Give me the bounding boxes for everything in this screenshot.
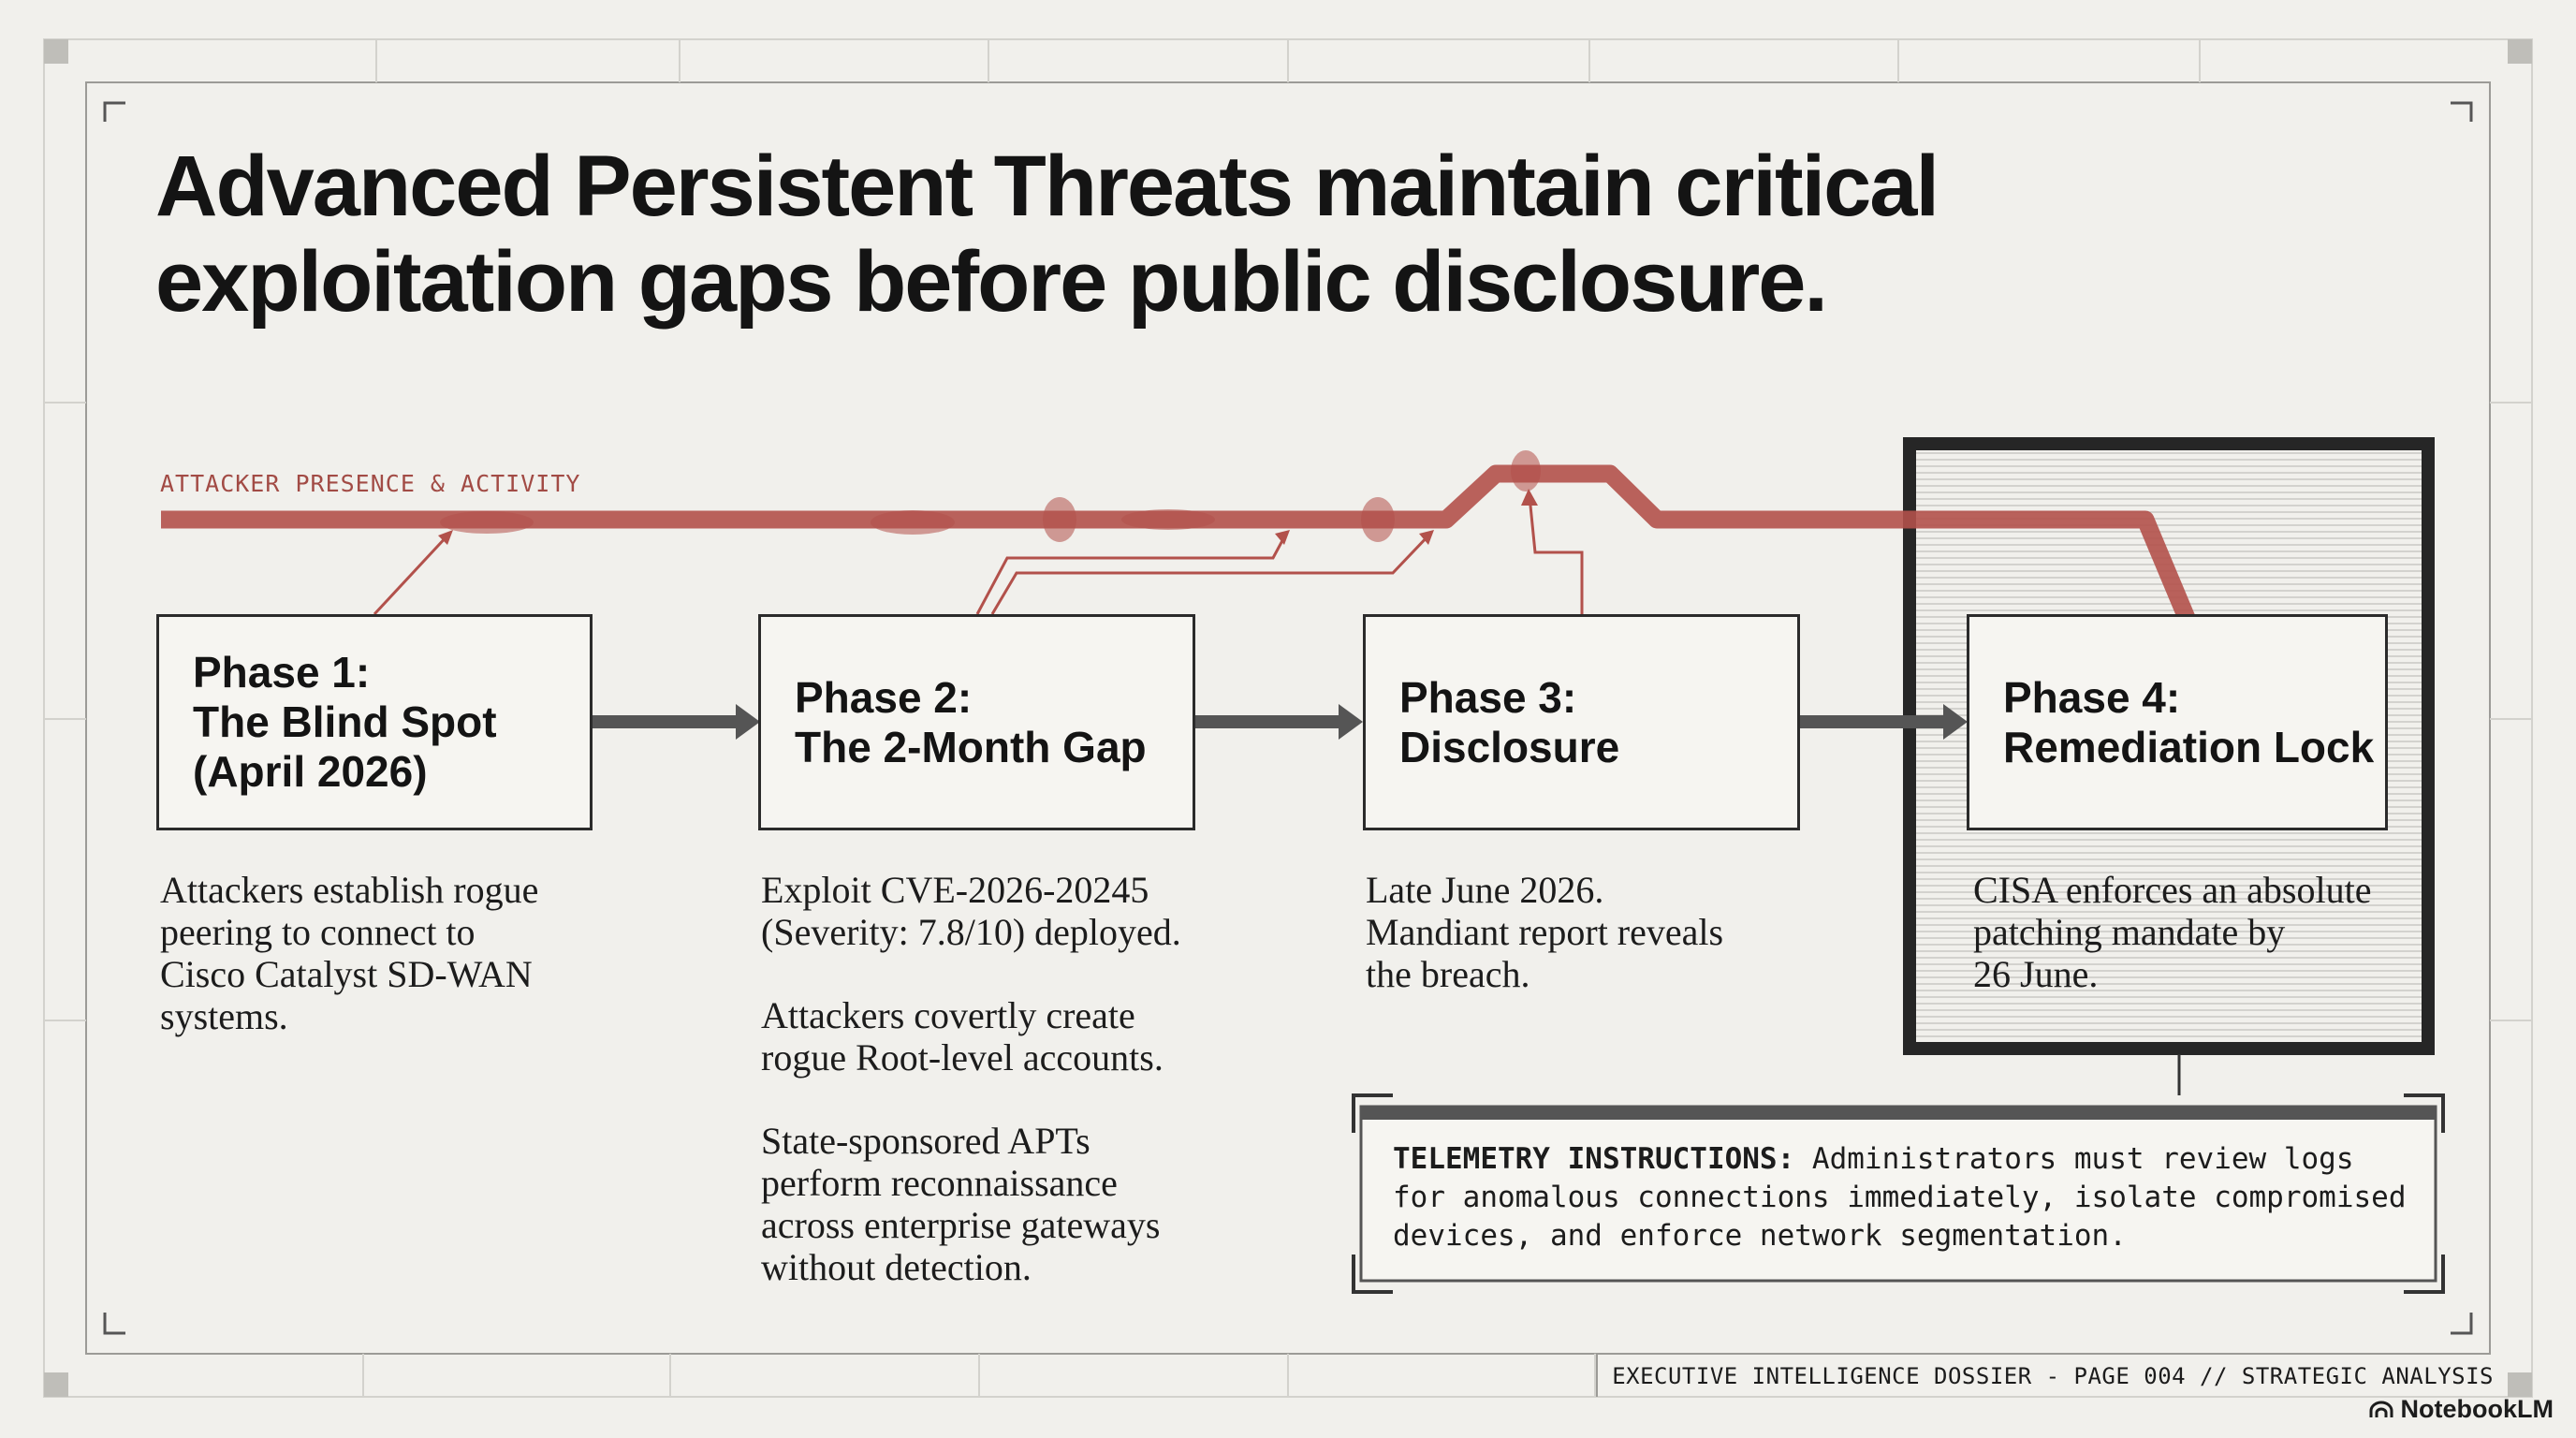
phase-4-description [1973, 869, 2413, 1036]
phase-3-paragraph [1366, 869, 1806, 995]
phase-3-description [1366, 869, 1806, 1036]
desc-line: across enterprise gateways [761, 1204, 1161, 1246]
desc-line: Exploit CVE-2026-20245 [761, 869, 1149, 911]
phase-4-box [1967, 614, 2388, 830]
phase-1-box [156, 614, 593, 830]
desc-line: the breach. [1366, 953, 1530, 995]
desc-line: perform reconnaissance [761, 1162, 1118, 1204]
brand-name: NotebookLM [2400, 1395, 2554, 1423]
phase-2-paragraph-3 [761, 1120, 1248, 1288]
telemetry-line-1: Administrators must review logs [1794, 1142, 2354, 1176]
desc-line: Attackers covertly create [761, 994, 1135, 1036]
phase-1-description [160, 869, 600, 1078]
desc-line: without detection. [761, 1246, 1032, 1288]
phase-4-title [2003, 673, 2374, 772]
telemetry-line-2: for anomalous connections immediately, isolate compromised [1393, 1181, 2407, 1214]
desc-line: CISA enforces an absolute [1973, 869, 2372, 911]
phase-2-paragraph-2 [761, 994, 1248, 1078]
phase-1-title-line: The Blind Spot [193, 697, 497, 746]
telemetry-line-3: devices, and enforce network segmentation. [1393, 1219, 2127, 1253]
desc-line: systems. [160, 995, 288, 1037]
desc-line: 26 June. [1973, 953, 2099, 995]
footer-caption: EXECUTIVE INTELLIGENCE DOSSIER - PAGE 004 // STRATEGIC ANALYSIS [1612, 1363, 2494, 1389]
desc-line: Attackers establish rogue [160, 869, 539, 911]
phase-1-paragraph [160, 869, 600, 1037]
desc-line: Mandiant report reveals [1366, 911, 1724, 953]
title-line-2: exploitation gaps before public disclosure. [155, 234, 1826, 330]
track-label: ATTACKER PRESENCE & ACTIVITY [160, 470, 581, 497]
desc-line: (Severity: 7.8/10) deployed. [761, 911, 1181, 953]
phase-3-box [1363, 614, 1800, 830]
phase-3-title [1399, 673, 1619, 772]
phase-1-title-line: Phase 1: [193, 648, 371, 697]
phase-3-title-line: Phase 3: [1399, 672, 1577, 722]
phase-2-description [761, 869, 1248, 1329]
desc-line: Late June 2026. [1366, 869, 1604, 911]
phase-2-box [758, 614, 1195, 830]
telemetry-instructions [1367, 1114, 2424, 1255]
page-title [155, 139, 2121, 330]
phase-4-title-line: Phase 4: [2003, 672, 2181, 722]
desc-line: patching mandate by [1973, 911, 2286, 953]
desc-line: Cisco Catalyst SD-WAN [160, 953, 533, 995]
phase-3-title-line: Disclosure [1399, 722, 1620, 771]
desc-line: peering to connect to [160, 911, 476, 953]
phase-4-title-line: Remediation Lock [2003, 722, 2375, 771]
notebooklm-logo-icon [2369, 1401, 2393, 1419]
phase-2-title-line: Phase 2: [795, 672, 973, 722]
desc-line: rogue Root-level accounts. [761, 1036, 1164, 1078]
brand-mark [2369, 1395, 2554, 1424]
telemetry-label: TELEMETRY INSTRUCTIONS: [1393, 1142, 1795, 1176]
telemetry-text [1393, 1140, 2424, 1255]
phase-1-title [193, 648, 497, 797]
phase-2-paragraph-1 [761, 869, 1248, 953]
desc-line: State-sponsored APTs [761, 1120, 1090, 1162]
phase-2-title [795, 673, 1147, 772]
phase-4-paragraph [1973, 869, 2413, 995]
phase-2-title-line: The 2-Month Gap [795, 722, 1147, 771]
title-line-1: Advanced Persistent Threats maintain critical [155, 139, 1939, 234]
phase-1-title-line: (April 2026) [193, 747, 428, 796]
